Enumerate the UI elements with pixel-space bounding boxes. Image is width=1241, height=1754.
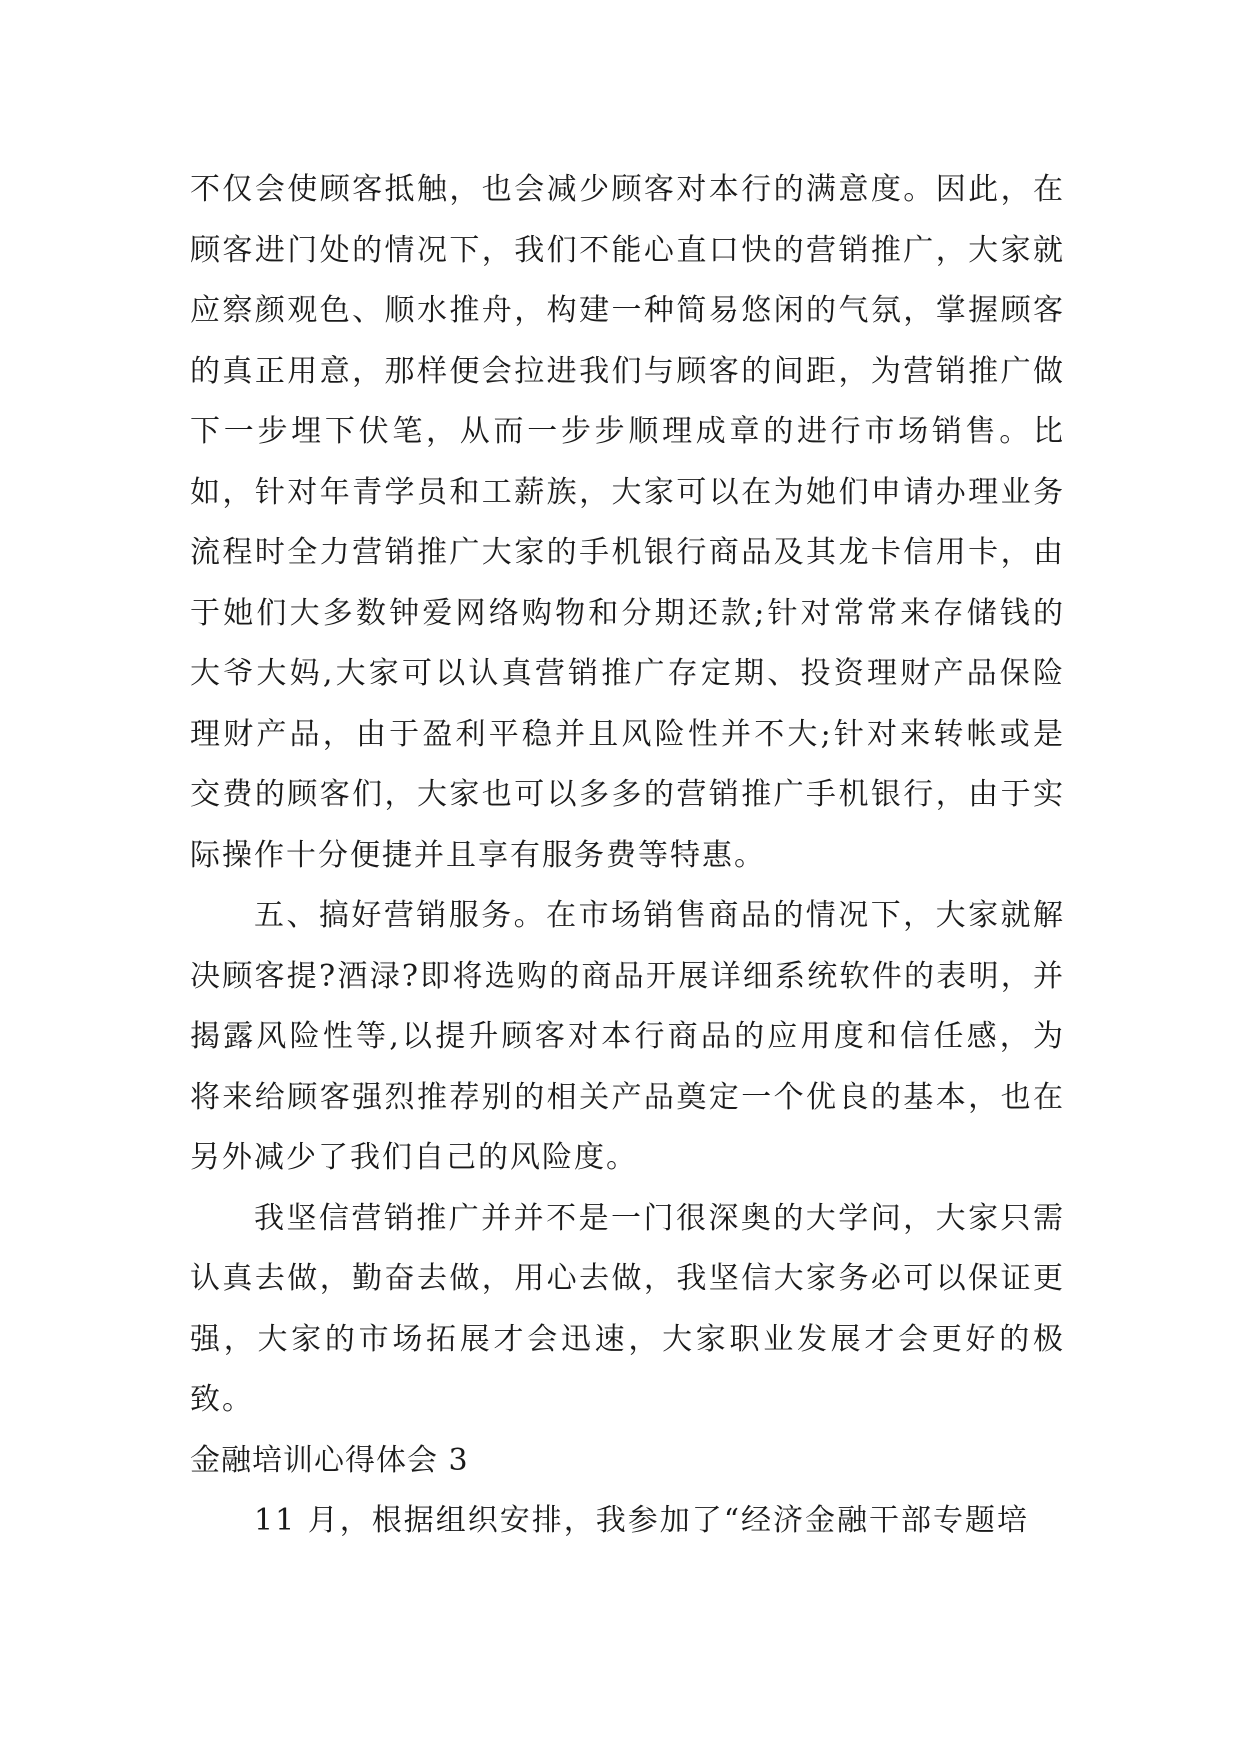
section-heading: 金融培训心得体会 3: [190, 1442, 469, 1478]
document-body: [190, 160, 1065, 1552]
paragraph-1: 不仅会使顾客抵触，也会减少顾客对本行的满意度。因此，在顾客进门处的情况下，我们不能心直口快的营销推广，大家就应察颜观色、顺水推舟，构建一种简易悠闲的气氛，掌握顾客的真正用意，那样便会拉进我们与顾客的间距，为营销推广做下一步埋下伏笔，从而一步步顺理成章的进行市场销售。比如，针对年青学员和工薪族，大家可以在为她们申请办理业务流程时全力营销推广大家的手机银行商品及其龙卡信用卡，由于她们大多数钟爱网络购物和分期还款;针对常常来存储钱的大爷大妈,大家可以认真营销推广存定期、投资理财产品保险理财产品，由于盈利平稳并且风险性并不大;针对来转帐或是交费的顾客们，大家也可以多多的营销推广手机银行，由于实际操作十分便捷并且享有服务费等特惠。: [190, 172, 1065, 873]
paragraph-3: 我坚信营销推广并并不是一门很深奥的大学问，大家只需认真去做，勤奋去做，用心去做，我坚信大家务必可以保证更强，大家的市场拓展才会迅速，大家职业发展才会更好的极致。: [190, 1200, 1065, 1417]
paragraph-2: 五、搞好营销服务。在市场销售商品的情况下，大家就解决顾客提?酒渌?即将选购的商品开展详细系统软件的表明，并揭露风险性等,以提升顾客对本行商品的应用度和信任感，为将来给顾客强烈推荐别的相关产品奠定一个优良的基本，也在另外减少了我们自己的风险度。: [190, 898, 1065, 1175]
paragraph-4: 11 月，根据组织安排，我参加了“经济金融干部专题培: [254, 1503, 1030, 1538]
